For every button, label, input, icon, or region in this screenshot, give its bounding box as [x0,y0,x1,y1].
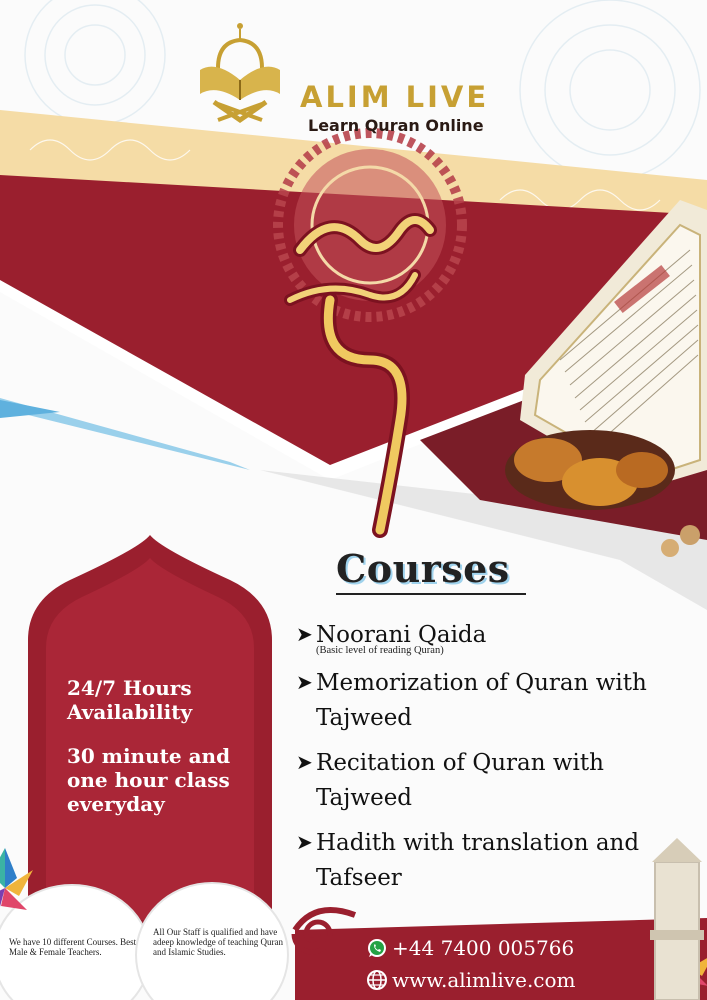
mosque-quran-logo-icon [196,20,308,128]
chevron-right-icon: ➤ [296,670,313,694]
website-url: www.alimlive.com [392,968,576,992]
phone-contact[interactable] [366,936,574,960]
chevron-right-icon: ➤ [296,830,313,854]
brand-name: ALIM LIVE [300,80,490,114]
staff-note: All Our Staff is qualified and have adeep knowledge of teaching Quran and Islamic Studies. [153,927,283,957]
courses-heading: Courses [336,546,526,595]
class-duration-line: one hour class [67,768,230,792]
chevron-right-icon: ➤ [296,750,313,774]
globe-icon [366,969,388,991]
courses-teachers-note: We have 10 different Courses. Best Male & Female Teachers. [9,937,137,957]
list-item [296,618,696,656]
course-note: (Basic level of reading Quran) [316,645,444,656]
list-item [296,826,696,896]
course-name: Hadith with translation and Tafseer [316,830,640,891]
class-duration-line: 30 minute and [67,744,231,768]
availability-text [67,676,252,816]
availability-line: 24/7 Hours [67,676,192,700]
course-name: Memorization of Quran with Tajweed [316,670,647,731]
website-contact[interactable] [366,968,576,992]
list-item [296,666,696,736]
chevron-right-icon: ➤ [296,622,313,646]
availability-line: Availability [67,700,193,724]
class-duration-line: everyday [67,792,165,816]
list-item [296,746,696,816]
phone-number: +44 7400 005766 [392,936,575,960]
brand-tagline: Learn Quran Online [308,116,484,135]
whatsapp-icon [366,937,388,959]
course-name: Recitation of Quran with Tajweed [316,750,604,811]
brand-logo [196,20,526,135]
course-list [296,618,696,906]
course-name: Noorani Qaida [316,622,487,648]
spacer [67,724,252,744]
